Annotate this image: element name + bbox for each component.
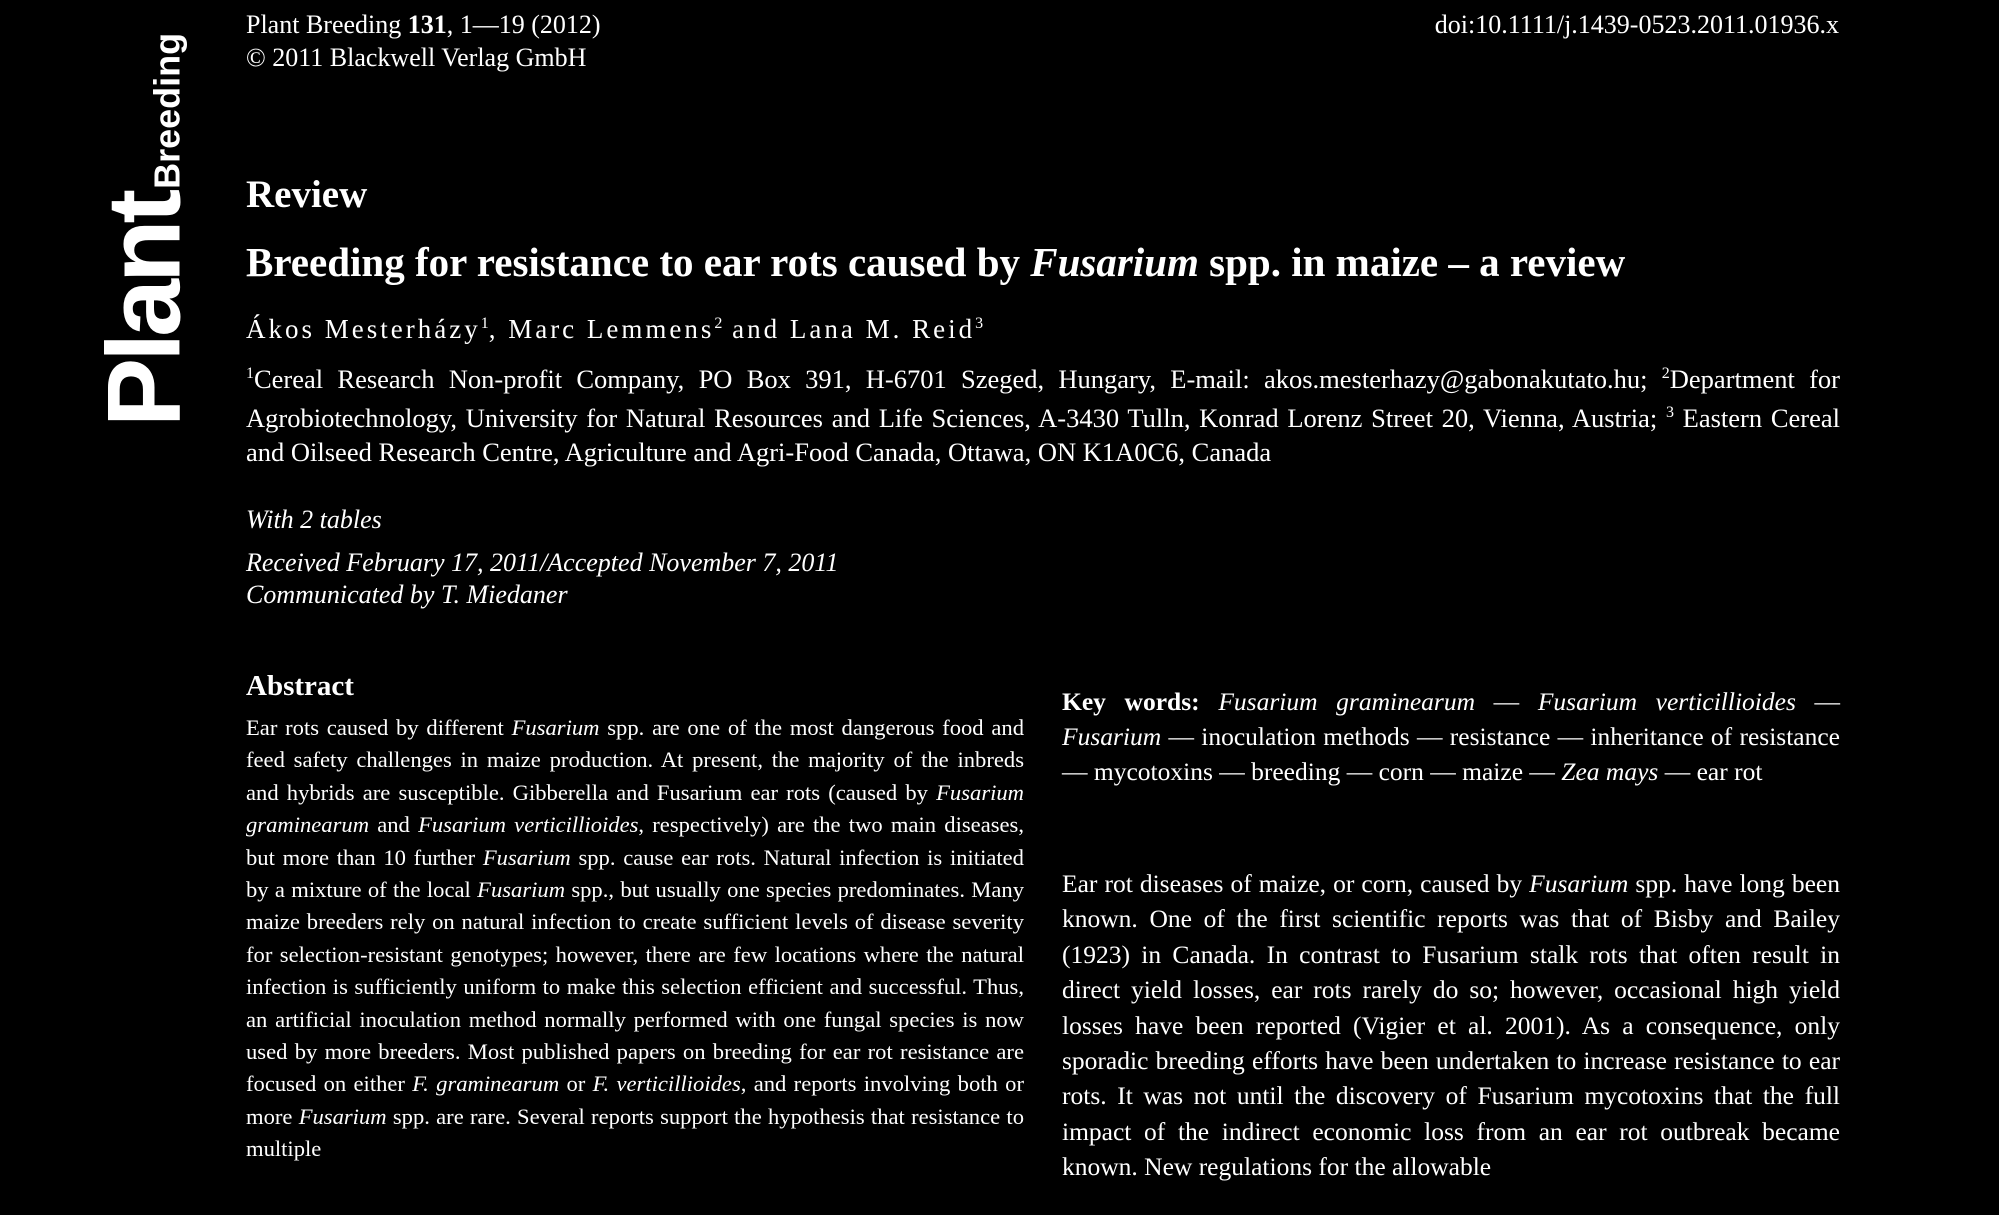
author-list: Ákos Mesterházy$^1$, Marc Lemmens$^2$ and Lana M. Reid$^3$ xyxy=(246,314,984,344)
keywords: Key words: Fusarium graminearum — Fusarium verticillioides — Fusarium — inoculation methods — resistance — inheritance of resistance — mycotoxins — breeding — corn — maize — Zea mays — ear rot xyxy=(1062,687,1841,786)
author-name: Ákos Mesterházy xyxy=(246,314,481,344)
copyright: © 2011 Blackwell Verlag GmbH xyxy=(246,43,587,72)
introduction-text: Ear rot diseases of maize, or corn, caused by Fusarium spp. have long been known. One of the first scientific reports was that of Bisby and Bailey (1923) in Canada. In contrast to Fusarium stalk rots that often result in direct yield losses, ear rots rarely do so; however, occasional high yield losses have been reported (Vigier et al. 2001). As a consequence, only sporadic breeding efforts have been undertaken to increase resistance to ear rots. It was not until the discovery of Fusarium mycotoxins that the full impact of the indirect economic loss from an ear rot outbreak became known. New regulations for the allowable xyxy=(1062,869,1840,1182)
logo-word-breeding: Breeding xyxy=(146,32,188,189)
abstract-text: Ear rots caused by different Fusarium spp. are one of the most dangerous food and feed safety challenges in maize production. At present, the majority of the inbreds and hybrids are susceptible. Gibberella and Fusarium ear rots (caused by Fusarium graminearum and Fusarium verticillioides, respectively) are the two main diseases, but more than 10 further Fusarium spp. cause ear rots. Natural infection is initiated by a mixture of the local Fusarium spp., but usually one species predominates. Many maize breeders rely on natural infection to create sufficient levels of disease severity for selection-resistant genotypes; however, there are few locations where the natural infection is sufficiently uniform to make this selection efficient and successful. Thus, an artificial inoculation method normally performed with one fungal species is now used by more breeders. Most published papers on breeding for ear rot resistance are focused on either F. graminearum or F. verticillioides, and reports involving both or more Fusarium spp. are rare. Several reports support the hypothesis that resistance to multiple xyxy=(246,715,1025,1162)
author-name: Marc Lemmens xyxy=(508,314,715,344)
table-count-note: With 2 tables xyxy=(246,505,382,534)
journal-volume: 131 xyxy=(407,10,447,39)
journal-name: Plant Breeding xyxy=(246,10,402,39)
author-name: Lana M. Reid xyxy=(789,314,976,344)
affiliations: $^1$Cereal Research Non-profit Company, PO Box 391, H-6701 Szeged, Hungary, E-mail: akos.mesterhazy@gabonakutato.hu; $^2$Department for Agrobiotechnology, University for Natural Resources and Life Sciences, A-3430 Tulln, Konrad Lorenz Street 20, Vienna, Austria; $^3$ Eastern Cereal and Oilseed Research Centre, Agriculture and Agri-Food Canada, Ottawa, ON K1A0C6, Canada xyxy=(246,363,1840,467)
abstract-heading: Abstract xyxy=(246,670,354,702)
journal-citation xyxy=(246,8,601,74)
journal-logo xyxy=(70,32,220,428)
article-type: Review xyxy=(246,173,368,216)
received-dates: Received February 17, 2011/Accepted November 7, 2011 xyxy=(246,548,839,577)
article-title: Breeding for resistance to ear rots caused by Fusarium spp. in maize – a review xyxy=(246,239,1626,285)
communicated-by: Communicated by T. Miedaner xyxy=(246,580,568,609)
doi[interactable]: doi:10.1111/j.1439-0523.2011.01936.x xyxy=(1434,10,1839,39)
journal-pages: , 1—19 (2012) xyxy=(446,10,601,39)
logo-word-plant: Plant xyxy=(86,192,203,428)
keywords-label: Key words: xyxy=(1062,687,1200,716)
